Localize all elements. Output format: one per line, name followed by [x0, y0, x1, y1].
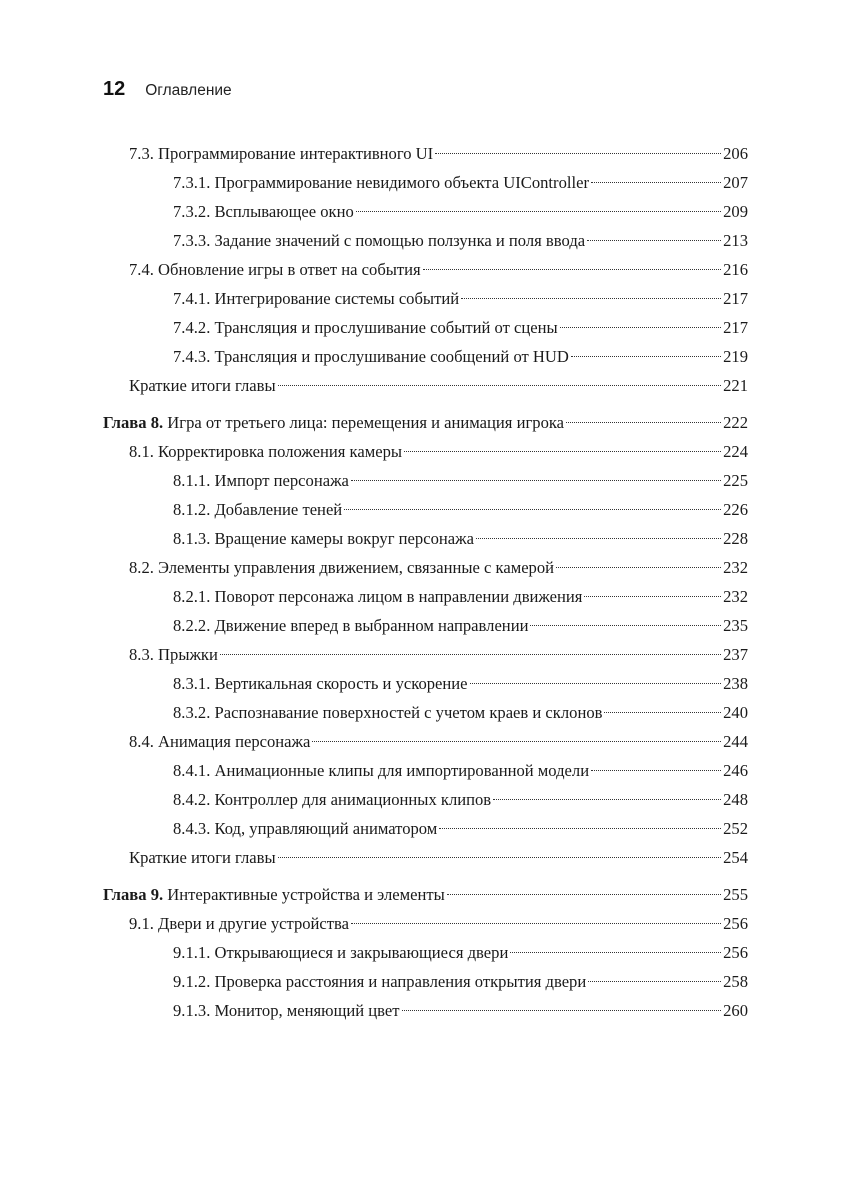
dot-leader	[470, 683, 722, 684]
chapter-title: Игра от третьего лица: перемещения и анимация игрока	[163, 413, 565, 432]
table-of-contents	[103, 139, 748, 1025]
toc-page-number: 248	[723, 790, 748, 809]
chapter-label: Глава 8.	[103, 413, 164, 432]
toc-subsection-entry	[103, 284, 748, 313]
chapter-title: Интерактивные устройства и элементы	[163, 885, 445, 904]
dot-leader	[356, 211, 721, 212]
page-number: 12	[103, 78, 126, 100]
dot-leader	[351, 923, 721, 924]
toc-entry-title: 8.2. Элементы управления движением, связанные с камерой	[129, 558, 555, 577]
toc-entry-title: 7.4.1. Интегрирование системы событий	[173, 289, 460, 308]
toc-page-number: 228	[723, 529, 748, 548]
toc-page-number: 238	[723, 674, 748, 693]
toc-page-number: 209	[723, 202, 748, 221]
toc-page-number: 225	[723, 471, 748, 490]
toc-subsection-entry	[103, 698, 748, 727]
dot-leader	[278, 857, 721, 858]
toc-subsection-entry	[103, 967, 748, 996]
toc-entry-title: 7.4.3. Трансляция и прослушивание сообщений от HUD	[173, 347, 569, 366]
toc-entry-title: 8.4.2. Контроллер для анимационных клипов	[173, 790, 492, 809]
dot-leader	[344, 509, 721, 510]
dot-leader	[588, 981, 721, 982]
toc-section-entry	[103, 437, 748, 466]
toc-page-number: 235	[723, 616, 748, 635]
dot-leader	[566, 422, 721, 423]
toc-page-number: 219	[723, 347, 748, 366]
toc-subsection-entry	[103, 197, 748, 226]
dot-leader	[556, 567, 721, 568]
toc-entry-title	[103, 408, 564, 437]
toc-page-number: 252	[723, 819, 748, 838]
dot-leader	[351, 480, 721, 481]
toc-entry-title: 7.4.2. Трансляция и прослушивание событий от сцены	[173, 318, 558, 337]
dot-leader	[476, 538, 721, 539]
toc-page-number: 224	[723, 442, 748, 461]
toc-subsection-entry	[103, 495, 748, 524]
toc-entry-title: 8.1.2. Добавление теней	[173, 500, 343, 519]
toc-entry-title	[103, 880, 445, 909]
dot-leader	[404, 451, 721, 452]
toc-entry-title: 9.1.3. Монитор, меняющий цвет	[173, 1001, 400, 1020]
toc-entry-title: 7.3.1. Программирование невидимого объекта UIController	[173, 173, 589, 192]
toc-entry-title: 8.2.1. Поворот персонажа лицом в направлении движения	[173, 587, 583, 606]
toc-subsection-entry	[103, 524, 748, 553]
toc-page-number: 232	[723, 558, 748, 577]
toc-entry-title: 9.1.2. Проверка расстояния и направления открытия двери	[173, 972, 587, 991]
toc-subsection-entry	[103, 168, 748, 197]
dot-leader	[571, 356, 721, 357]
toc-page-number: 256	[723, 914, 748, 933]
toc-entry-title: 8.3.1. Вертикальная скорость и ускорение	[173, 674, 468, 693]
toc-page-number: 207	[723, 173, 748, 192]
toc-page-number: 255	[723, 885, 748, 904]
toc-subsection-entry	[103, 785, 748, 814]
toc-subsection-entry	[103, 466, 748, 495]
toc-page-number: 260	[723, 1001, 748, 1020]
toc-chapter-entry	[103, 880, 748, 909]
toc-entry-title: 8.4.3. Код, управляющий аниматором	[173, 819, 438, 838]
dot-leader	[447, 894, 721, 895]
dot-leader	[591, 770, 721, 771]
toc-subsection-entry	[103, 938, 748, 967]
toc-entry-title: 8.4. Анимация персонажа	[129, 732, 311, 751]
toc-subsection-entry	[103, 226, 748, 255]
toc-page-number: 217	[723, 289, 748, 308]
toc-entry-title: 8.1. Корректировка положения камеры	[129, 442, 403, 461]
toc-page-number: 232	[723, 587, 748, 606]
toc-subsection-entry	[103, 996, 748, 1025]
toc-page-number: 226	[723, 500, 748, 519]
running-head	[103, 78, 232, 104]
toc-entry-title: 8.4.1. Анимационные клипы для импортированной модели	[173, 761, 590, 780]
toc-page-number: 213	[723, 231, 748, 250]
dot-leader	[530, 625, 721, 626]
toc-page-number: 246	[723, 761, 748, 780]
toc-page-number: 258	[723, 972, 748, 991]
dot-leader	[312, 741, 721, 742]
toc-entry-title: 8.1.1. Импорт персонажа	[173, 471, 349, 490]
toc-section-entry	[103, 909, 748, 938]
dot-leader	[402, 1010, 722, 1011]
toc-page-number: 216	[723, 260, 748, 279]
toc-entry-title: 8.3.2. Распознавание поверхностей с учетом краев и склонов	[173, 703, 603, 722]
toc-subsection-entry	[103, 582, 748, 611]
toc-subsection-entry	[103, 669, 748, 698]
toc-entry-title: 7.3. Программирование интерактивного UI	[129, 144, 434, 163]
toc-subsection-entry	[103, 313, 748, 342]
toc-section-entry	[103, 727, 748, 756]
dot-leader	[584, 596, 721, 597]
toc-chapter-entry	[103, 408, 748, 437]
dot-leader	[435, 153, 721, 154]
toc-section-entry	[103, 553, 748, 582]
toc-section-entry	[103, 640, 748, 669]
chapter-label: Глава 9.	[103, 885, 164, 904]
toc-subsection-entry	[103, 611, 748, 640]
toc-section-entry	[103, 255, 748, 284]
toc-entry-title: 8.1.3. Вращение камеры вокруг персонажа	[173, 529, 474, 548]
dot-leader	[423, 269, 721, 270]
toc-entry-title: 8.2.2. Движение вперед в выбранном направлении	[173, 616, 529, 635]
dot-leader	[591, 182, 721, 183]
toc-entry-title: 8.3. Прыжки	[129, 645, 218, 664]
toc-page-number: 237	[723, 645, 748, 664]
dot-leader	[220, 654, 721, 655]
dot-leader	[461, 298, 721, 299]
toc-entry-title: Краткие итоги главы	[129, 848, 276, 867]
dot-leader	[560, 327, 721, 328]
dot-leader	[510, 952, 721, 953]
toc-subsection-entry	[103, 814, 748, 843]
dot-leader	[278, 385, 721, 386]
toc-page-number: 256	[723, 943, 748, 962]
dot-leader	[493, 799, 721, 800]
toc-section-entry	[103, 371, 748, 400]
toc-page-number: 206	[723, 144, 748, 163]
toc-entry-title: 7.4. Обновление игры в ответ на события	[129, 260, 421, 279]
toc-section-entry	[103, 843, 748, 872]
toc-page-number: 240	[723, 703, 748, 722]
header-title: Оглавление	[145, 82, 232, 99]
toc-page-number: 244	[723, 732, 748, 751]
toc-entry-title: 9.1.1. Открывающиеся и закрывающиеся двери	[173, 943, 509, 962]
toc-page-number: 254	[723, 848, 748, 867]
toc-page-number: 217	[723, 318, 748, 337]
toc-entry-title: 7.3.3. Задание значений с помощью ползунка и поля ввода	[173, 231, 586, 250]
dot-leader	[587, 240, 721, 241]
dot-leader	[604, 712, 721, 713]
toc-entry-title: 9.1. Двери и другие устройства	[129, 914, 350, 933]
toc-subsection-entry	[103, 342, 748, 371]
toc-subsection-entry	[103, 756, 748, 785]
toc-page-number: 221	[723, 376, 748, 395]
toc-entry-title: 7.3.2. Всплывающее окно	[173, 202, 354, 221]
toc-page-number: 222	[723, 413, 748, 432]
toc-section-entry	[103, 139, 748, 168]
dot-leader	[439, 828, 721, 829]
toc-entry-title: Краткие итоги главы	[129, 376, 276, 395]
